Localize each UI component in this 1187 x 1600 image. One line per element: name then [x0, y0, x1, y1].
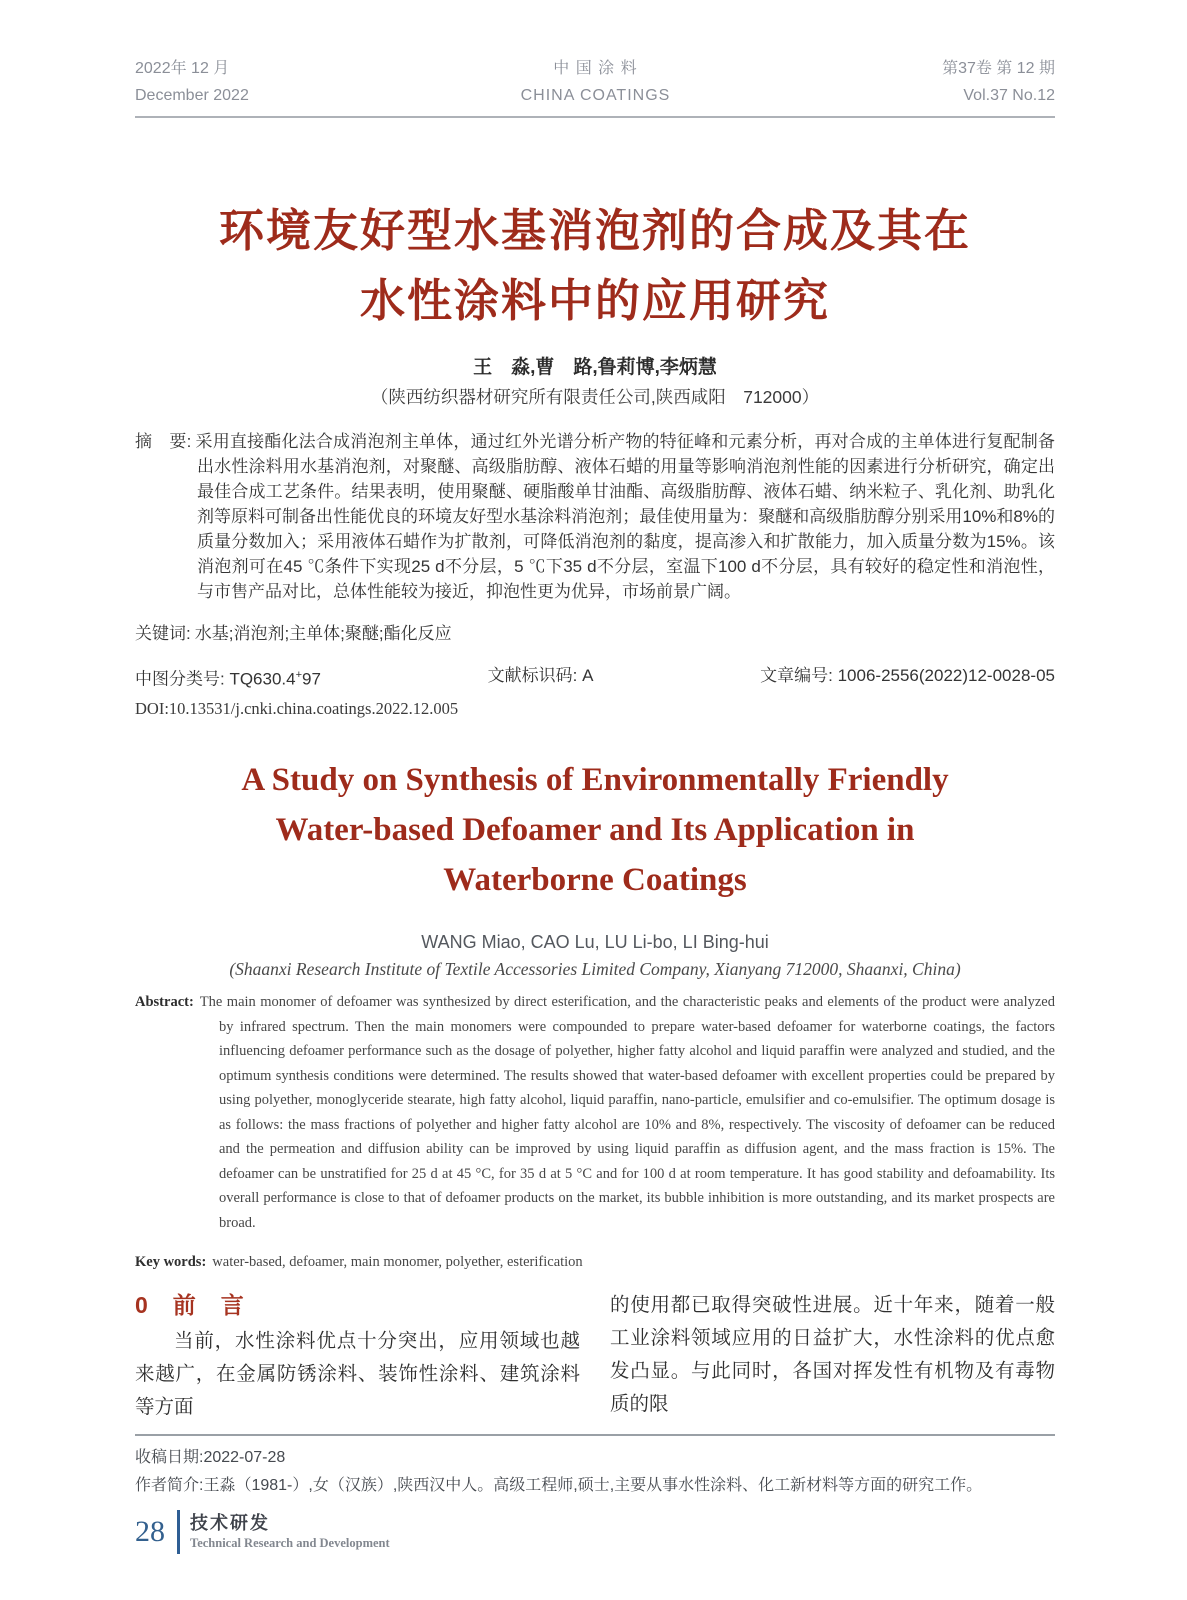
affiliation-en: (Shaanxi Research Institute of Textile Accessories Limited Company, Xianyang 712000, Shaanxi, China) — [229, 959, 961, 980]
keywords-cn-text: 水基;消泡剂;主单体;聚醚;酯化反应 — [194, 624, 452, 643]
section-heading-intro: 0 前 言 — [135, 1291, 245, 1318]
journal-masthead — [135, 55, 1055, 118]
keywords-en-label: Key words: — [135, 1253, 207, 1270]
page-footer — [135, 1510, 1055, 1554]
classification-row — [135, 663, 1055, 692]
affiliation-cn: （陕西纺织器材研究所有限责任公司,陕西咸阳 712000） — [370, 387, 820, 407]
clc-prefix: 中图分类号: TQ630.4 — [135, 669, 296, 689]
journal-name-cn: 中 国 涂 料 — [553, 60, 638, 77]
footer-column-label — [190, 1512, 390, 1552]
abstract-en — [135, 990, 1055, 1235]
authors-en: WANG Miao, CAO Lu, LU Li-bo, LI Bing-hui — [421, 932, 769, 953]
footnote-block — [135, 1434, 1055, 1500]
keywords-cn-label: 关键词: — [135, 624, 191, 643]
abstract-en-label: Abstract: — [135, 994, 194, 1011]
volume-issue-cn: 第37卷 第 12 期 — [942, 60, 1055, 77]
footer-column-cn: 技术研发 — [190, 1512, 270, 1533]
clc-suffix: 97 — [302, 669, 321, 689]
article-title-en-line2: Water-based Defoamer and Its Application in — [275, 811, 915, 848]
intro-right-column — [610, 1289, 1055, 1424]
article-title-en — [135, 755, 1055, 905]
page-number: 28 — [135, 1514, 165, 1548]
volume-issue — [942, 55, 1055, 109]
article-title-cn-line2: 水性涂料中的应用研究 — [359, 275, 830, 326]
volume-issue-en: Vol.37 No.12 — [963, 87, 1055, 104]
footer-column-en: Technical Research and Development — [190, 1535, 390, 1550]
journal-name-en: CHINA COATINGS — [520, 87, 671, 104]
article-title-en-line3: Waterborne Coatings — [443, 861, 747, 898]
journal-name — [521, 55, 671, 109]
issue-date-cn: 2022年 12 月 — [135, 60, 230, 77]
intro-left-text: 当前，水性涂料优点十分突出，应用领域也越来越广，在金属防锈涂料、装饰性涂料、建筑涂料等方面 — [135, 1330, 580, 1418]
keywords-cn — [135, 621, 1055, 646]
doi: DOI:10.13531/j.cnki.china.coatings.2022.12.005 — [135, 698, 459, 718]
intro-columns — [135, 1289, 1055, 1424]
abstract-cn — [135, 429, 1055, 604]
keywords-en — [135, 1250, 1055, 1275]
keywords-en-text: water-based, defoamer, main monomer, polyether, esterification — [212, 1253, 583, 1270]
abstract-cn-label: 摘 要: — [135, 432, 192, 451]
received-date: 收稿日期:2022-07-28 — [135, 1448, 286, 1466]
clc-number — [135, 663, 321, 692]
article-title-en-line1: A Study on Synthesis of Environmentally Friendly — [241, 761, 949, 798]
intro-right-text: 的使用都已取得突破性进展。近十年来，随着一般工业涂料领域应用的日益扩大，水性涂料的优点愈发凸显。与此同时，各国对挥发性有机物及有毒物质的限 — [610, 1294, 1055, 1415]
issue-date — [135, 55, 249, 109]
authors-cn: 王 淼,曹 路,鲁莉博,李炳慧 — [473, 357, 717, 378]
document-code: 文献标识码: A — [487, 666, 594, 685]
article-id: 文章编号: 1006-2556(2022)12-0028-05 — [760, 666, 1055, 685]
clc-superscript: + — [295, 669, 303, 681]
abstract-cn-text: 采用直接酯化法合成消泡剂主单体，通过红外光谱分析产物的特征峰和元素分析，再对合成的主单体进行复配制备出水性涂料用水基消泡剂，对聚醚、高级脂肪醇、液体石蜡的用量等影响消泡剂性能的因素进行分析研究，确定出最佳合成工艺条件。结果表明，使用聚醚、硬脂酸单甘油酯、高级脂肪醇、液体石蜡、纳米粒子、乳化剂、助乳化剂等原料可制备出性能优良的环境友好型水基涂料消泡剂；最佳使用量为：聚醚和高级脂肪醇分别采用10%和8%的质量分数加入；采用液体石蜡作为扩散剂，可降低消泡剂的黏度，提高渗入和扩散能力，加入质量分数为15%。该消泡剂可在45 ℃条件下实现25 d不分层，5 ℃下35 d不分层，室温下100 d不分层，具有较好的稳定性和消泡性，与市售产品对比，总体性能较为接近，抑泡性更为优异，市场前景广阔。 — [195, 432, 1055, 601]
article-title-cn-line1: 环境友好型水基消泡剂的合成及其在 — [218, 205, 971, 256]
issue-date-en: December 2022 — [135, 87, 249, 104]
article-title-cn — [135, 196, 1055, 336]
author-bio: 作者简介:王淼（1981-）,女（汉族）,陕西汉中人。高级工程师,硕士,主要从事水性涂料、化工新材料等方面的研究工作。 — [135, 1476, 983, 1494]
intro-left-column — [135, 1289, 580, 1424]
abstract-en-text: The main monomer of defoamer was synthesized by direct esterification, and the characteristic peaks and elements of the product were analyzed by infrared spectrum. Then the main monomers were compounded to prepare water-based defoamer for waterborne coatings, the factors influencing defoamer performance such as the dosage of polyether, higher fatty alcohol and liquid paraffin were analyzed and studied, and the optimum synthesis conditions were determined. The results showed that water-based defoamer with excellent properties could be prepared by using polyether, monoglyceride stearate, high fatty alcohol, liquid paraffin, nano-particle, emulsifier and co-emulsifier. The optimum dosage is as follows: the mass fractions of polyether and higher fatty alcohol are 10% and 8%, respectively. The viscosity of defoamer can be reduced and the permeation and diffusion ability can be improved by using liquid paraffin as diffusion agent, and the mass fraction is 15%. The defoamer can be unstratified for 25 d at 45 °C, for 35 d at 5 °C and for 100 d at room temperature. It has good stability and defoamability. Its overall performance is close to that of defoamer products on the market, its bubble inhibition is more outstanding, and its market prospects are broad. — [199, 994, 1055, 1231]
footer-divider-bar — [177, 1510, 180, 1554]
